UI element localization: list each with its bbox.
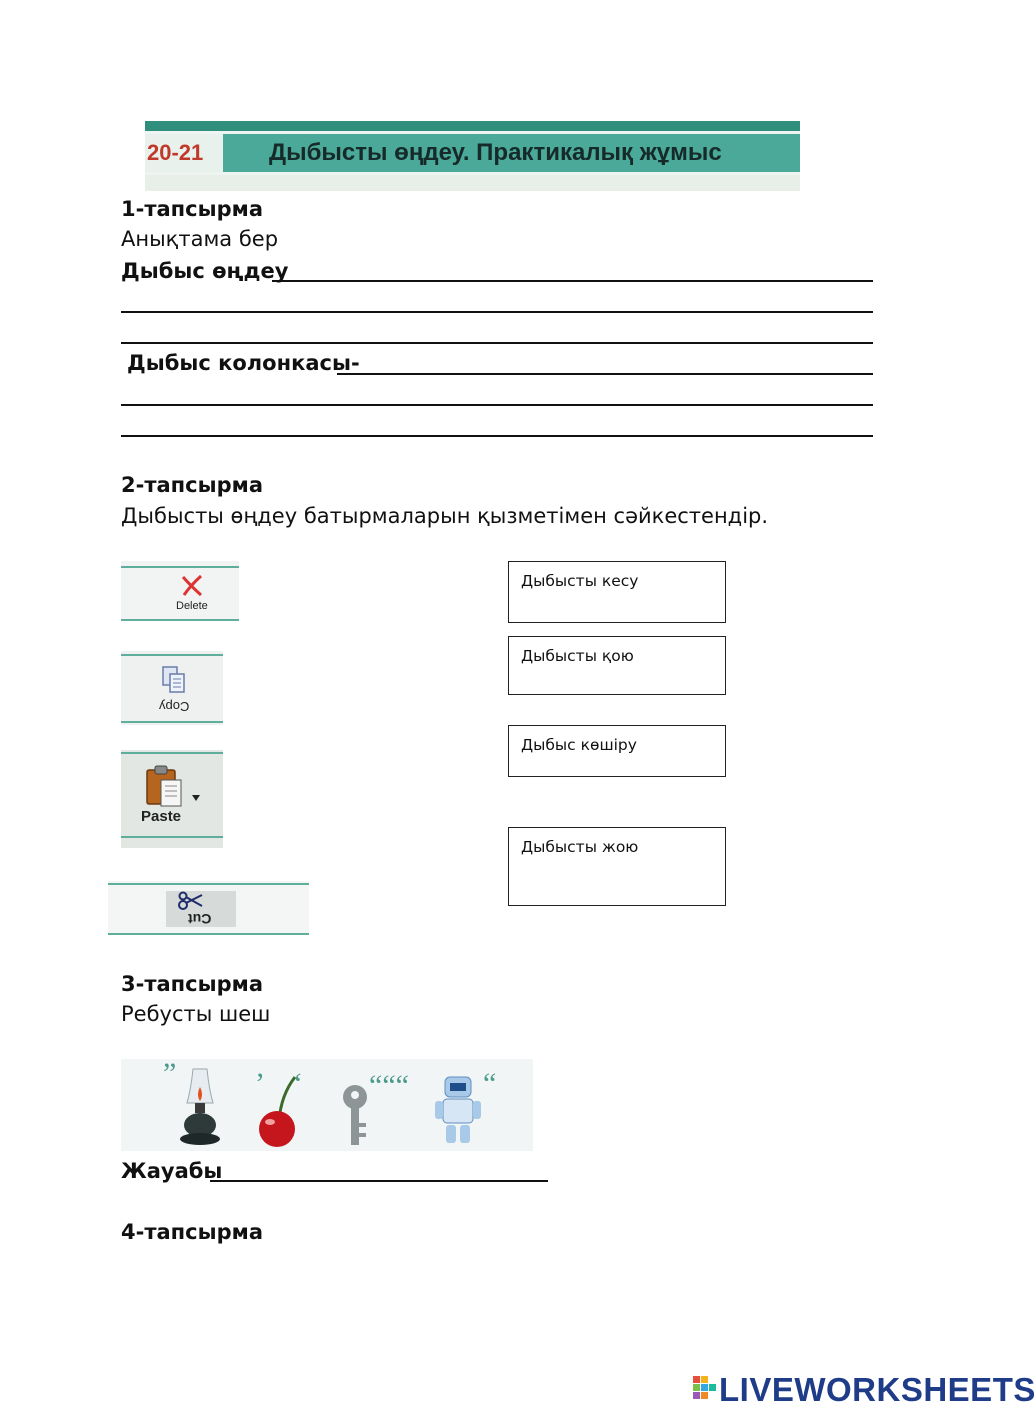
answer-label: Жауабы <box>121 1159 223 1183</box>
task2-heading: 2-тапсырма <box>121 473 263 497</box>
rebus-answer-line[interactable] <box>210 1180 548 1182</box>
match-option-2: Дыбысты қою <box>521 647 634 665</box>
task4-heading: 4-тапсырма <box>121 1220 263 1244</box>
delete-x-icon <box>179 573 205 599</box>
match-option-1: Дыбысты кесу <box>521 572 639 590</box>
delete-button-image <box>121 561 239 621</box>
paste-clipboard-icon <box>143 764 187 810</box>
rebus-quote-2: ’ <box>255 1067 265 1100</box>
paste-dropdown-icon <box>191 794 201 802</box>
match-option-3: Дыбыс көшіру <box>521 736 637 754</box>
task1-instruction: Анықтама бер <box>121 227 279 251</box>
answer-line-5[interactable] <box>121 404 873 406</box>
match-box-cut[interactable] <box>508 561 726 623</box>
logo-text: LIVEWORKSHEETS <box>719 1371 1036 1408</box>
match-box-copy[interactable] <box>508 725 726 777</box>
banner-bottom-stripe <box>145 175 800 191</box>
answer-line-2[interactable] <box>121 311 873 313</box>
answer-line-1[interactable] <box>272 280 873 282</box>
match-option-4: Дыбысты жою <box>521 838 639 856</box>
rebus-image <box>121 1059 533 1151</box>
copy-label: Copy <box>159 699 190 714</box>
copy-button-image <box>121 651 223 725</box>
task3-instruction: Ребусты шеш <box>121 1002 271 1026</box>
robot-icon <box>433 1073 483 1147</box>
paste-label: Paste <box>141 808 182 825</box>
answer-line-3[interactable] <box>121 342 873 344</box>
task2-instruction: Дыбысты өңдеу батырмаларын қызметімен сәйкестендір. <box>121 504 769 528</box>
cherry-icon <box>255 1073 303 1149</box>
cut-label: Cut <box>188 911 212 927</box>
banner-top-stripe <box>145 121 800 131</box>
rebus-quote-4: “““ <box>369 1069 409 1102</box>
lesson-banner <box>145 121 800 191</box>
task3-heading: 3-тапсырма <box>121 972 263 996</box>
paste-button-image <box>121 750 223 848</box>
cut-button-image <box>108 881 309 935</box>
task1-heading: 1-тапсырма <box>121 197 263 221</box>
answer-line-6[interactable] <box>121 435 873 437</box>
term-sound-editing: Дыбыс өңдеу <box>121 259 289 283</box>
answer-line-4[interactable] <box>337 373 873 375</box>
scissors-icon <box>178 891 204 911</box>
rebus-quote-3: ‘ <box>293 1067 303 1100</box>
banner-title: Дыбысты өңдеу. Практикалық жұмыс <box>223 134 800 172</box>
rebus-quote-1: ” <box>163 1057 177 1090</box>
lamp-icon <box>177 1063 223 1149</box>
delete-label: Delete <box>176 600 208 612</box>
copy-icon <box>159 665 189 697</box>
rebus-quote-5: “ <box>483 1067 497 1100</box>
banner-lesson-number: 20-21 <box>145 134 227 172</box>
match-box-paste[interactable] <box>508 636 726 695</box>
term-speaker: Дыбыс колонкасы- <box>127 351 360 375</box>
match-box-delete[interactable] <box>508 827 726 906</box>
